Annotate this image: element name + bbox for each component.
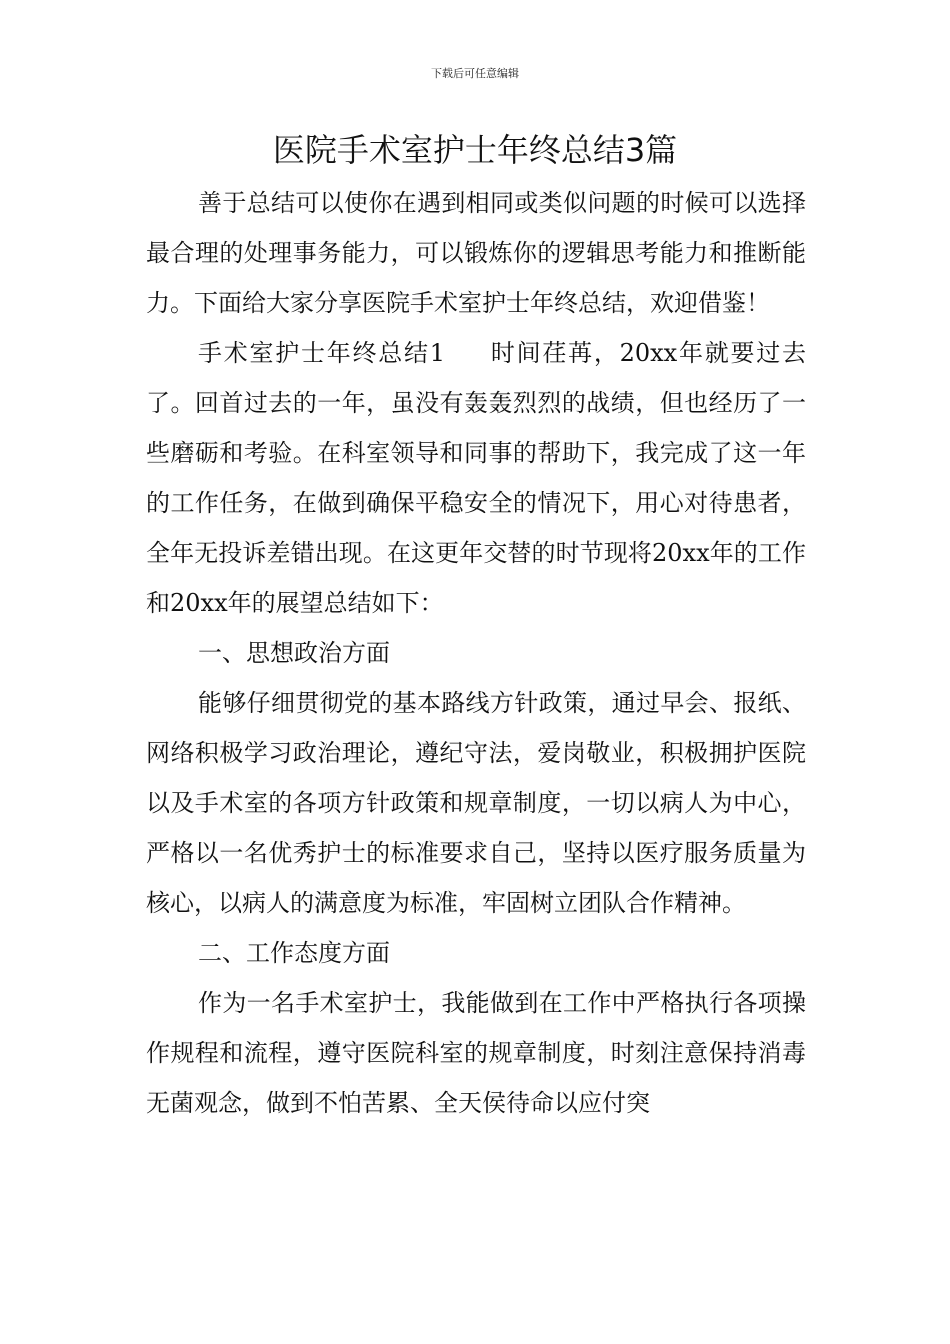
ideology-paragraph: 能够仔细贯彻党的基本路线方针政策，通过早会、报纸、网络积极学习政治理论，遵纪守法，爱岗敬业，积极拥护医院以及手术室的各项方针政策和规章制度，一切以病人为中心，严格以一名优秀护士的标准要求自己，坚持以医疗服务质量为核心，以病人的满意度为标准，牢固树立团队合作精神。 — [146, 689, 806, 917]
page-header-note: 下载后可任意编辑 — [431, 67, 519, 80]
summary-1-opening: 时间荏苒，20xx年就要过去了。回首过去的一年，虽没有轰轰烈烈的战绩，但也经历了一些磨砺和考验。在科室领导和同事的帮助下，我完成了这一年的工作任务，在做到确保平稳安全的情况下，用心对待患者，全年无投诉差错出现。在这更年交替的时节现将20xx年的工作和20xx年的展望总结如下： — [146, 339, 806, 617]
intro-paragraph: 善于总结可以使你在遇到相同或类似问题的时候可以选择最合理的处理事务能力，可以锻炼你的逻辑思考能力和推断能力。下面给大家分享医院手术室护士年终总结，欢迎借鉴！ — [146, 189, 806, 317]
attitude-paragraph: 作为一名手术室护士，我能做到在工作中严格执行各项操作规程和流程，遵守医院科室的规章制度，时刻注意保持消毒无菌观念，做到不怕苦累、全天侯待命以应付突 — [146, 989, 806, 1117]
section-paragraph-summary-1 — [146, 328, 806, 628]
document-title: 医院手术室护士年终总结3篇 — [272, 131, 678, 169]
summary-heading: 手术室护士年终总结1 — [198, 339, 446, 367]
document-body — [146, 178, 806, 1128]
section-heading-attitude: 二、工作态度方面 — [198, 939, 390, 967]
section-heading-ideology: 一、思想政治方面 — [198, 639, 390, 667]
